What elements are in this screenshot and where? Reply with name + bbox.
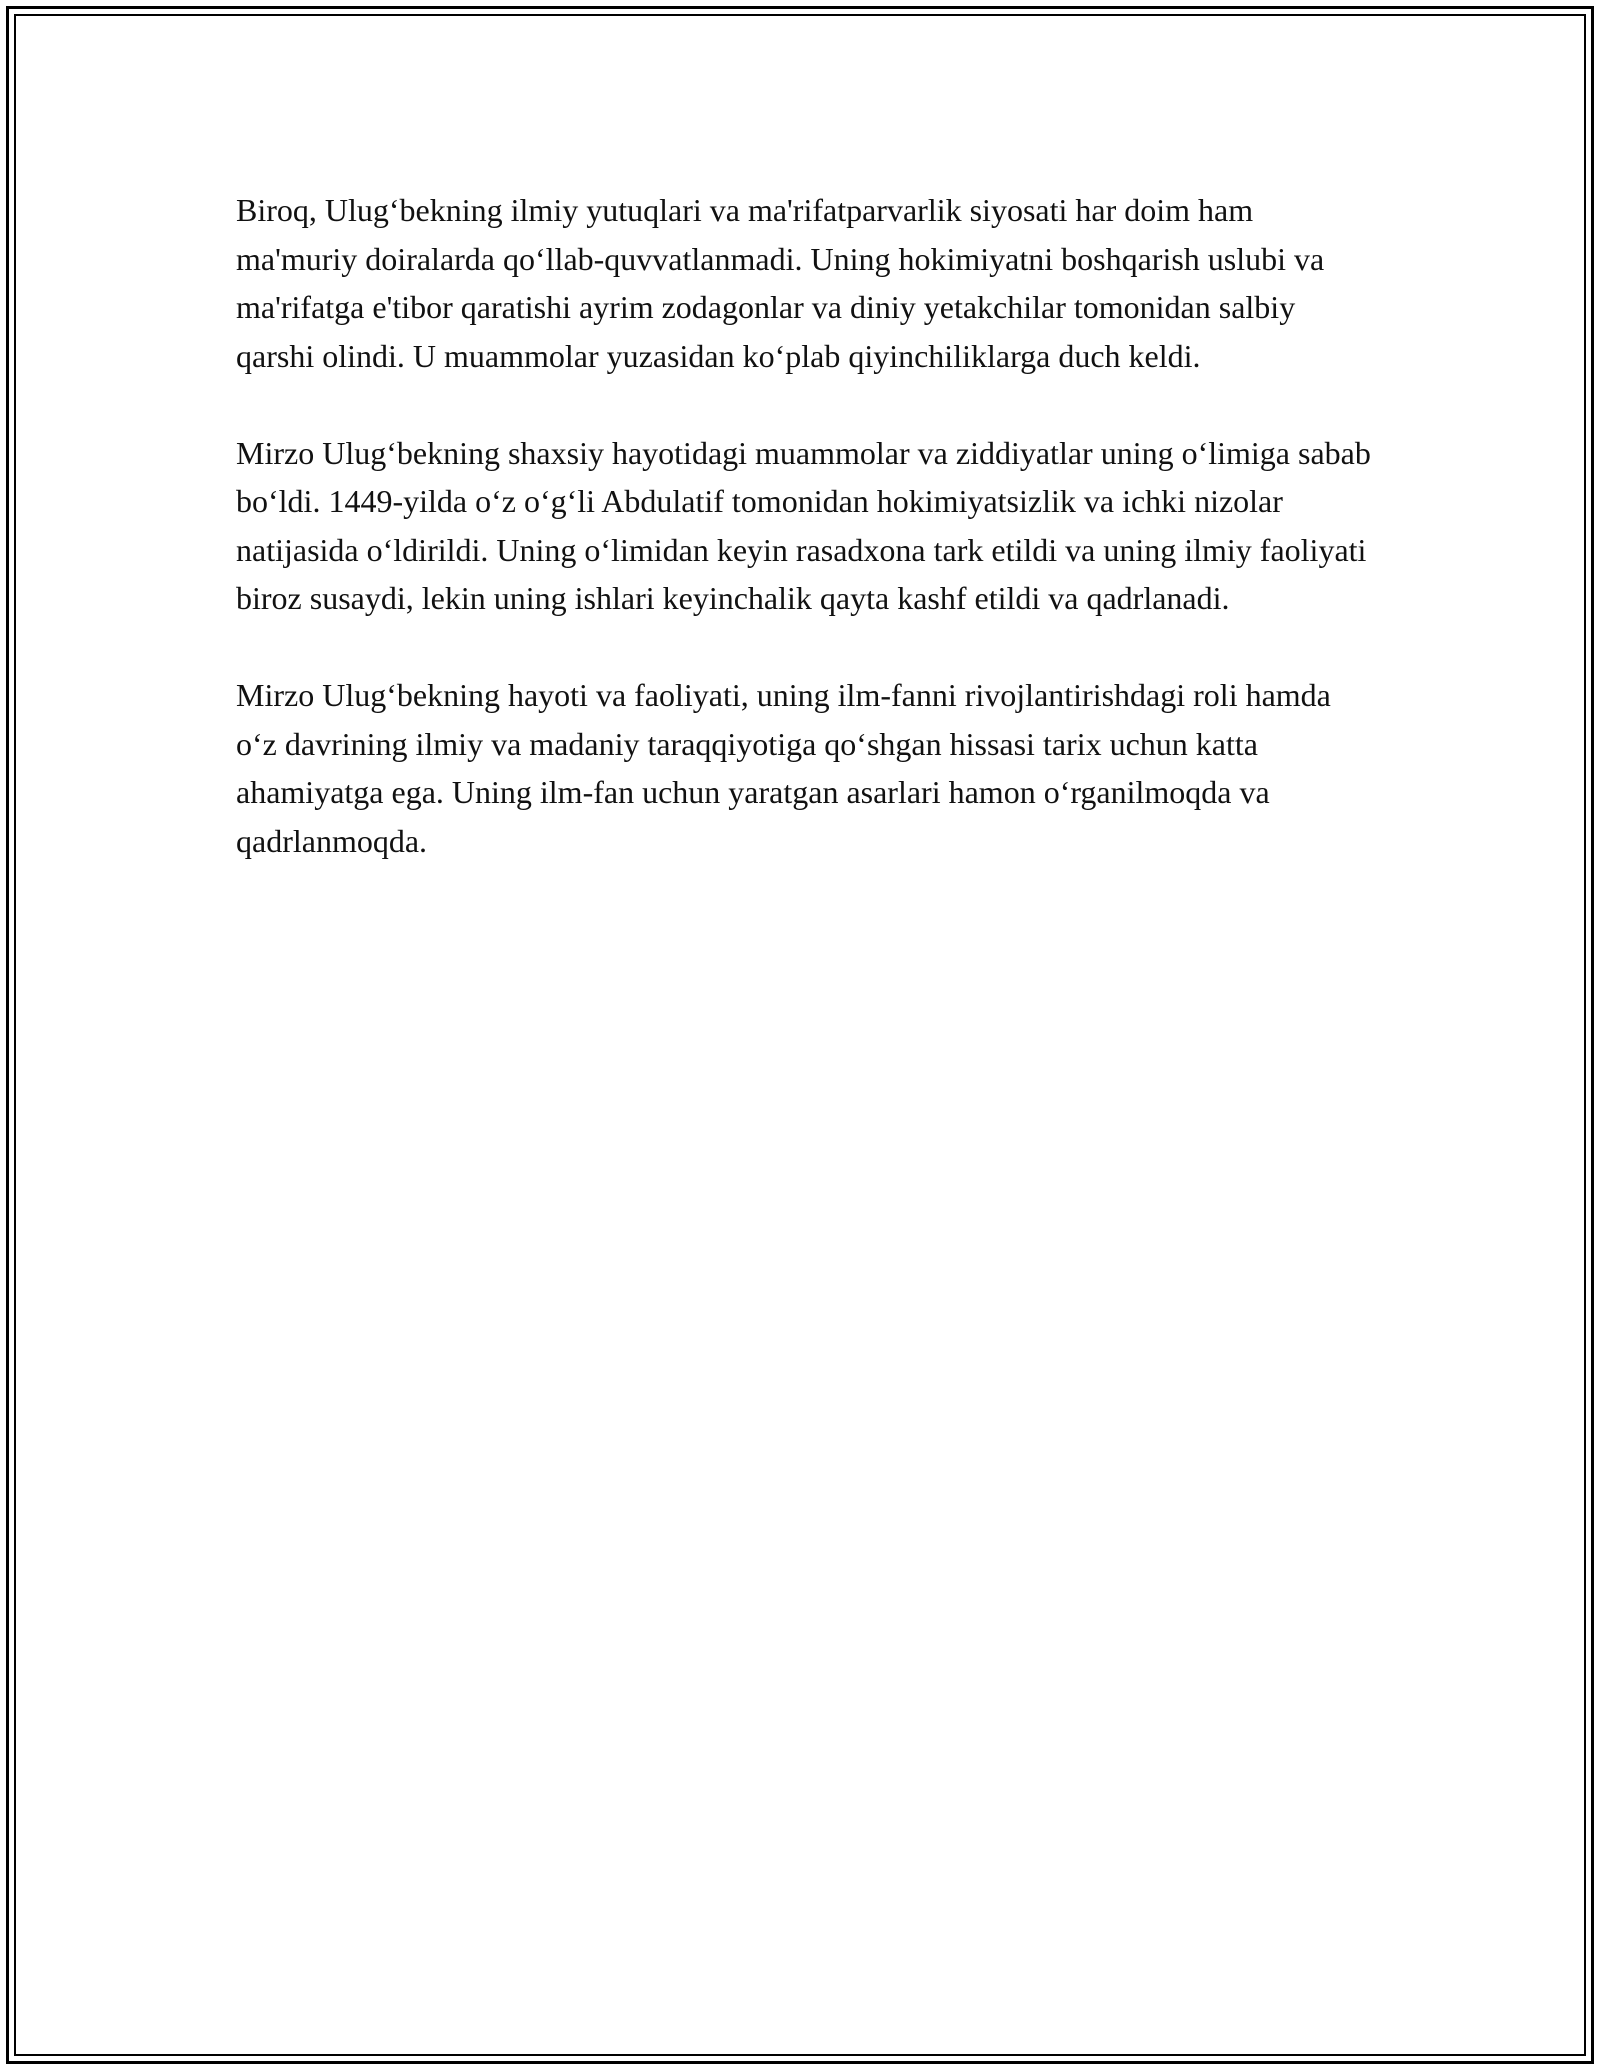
paragraph-1: Biroq, Ulugʻbekning ilmiy yutuqlari va ma'rifatparvarlik siyosati har doim ham ma'muriy doiralarda qoʻllab-quvvatlanmadi. Uning hokimiyatni boshqarish uslubi va ma'rifatga e'tibor qaratishi ayrim zodagonlar va diniy yetakchilar tomonidan salbiy qarshi olindi. U muammolar yuzasidan koʻplab qiyinchiliklarga duch keldi. xyxy=(236,192,1325,374)
paragraph-3: Mirzo Ulugʻbekning hayoti va faoliyati, uning ilm-fanni rivojlantirishdagi roli hamda oʻz davrining ilmiy va madaniy taraqqiyotiga qoʻshgan hissasi tarix uchun katta ahamiyatga ega. Uning ilm-fan uchun yaratgan asarlari hamon oʻrganilmoqda va qadrlanmoqda. xyxy=(236,677,1331,859)
document-body xyxy=(236,186,1376,914)
paragraph-2: Mirzo Ulugʻbekning shaxsiy hayotidagi muammolar va ziddiyatlar uning oʻlimiga sabab boʻldi. 1449-yilda oʻz oʻgʻli Abdulatif tomonidan hokimiyatsizlik va ichki nizolar natijasida oʻldirildi. Uning oʻlimidan keyin rasadxona tark etildi va uning ilmiy faoliyati biroz susaydi, lekin uning ishlari keyinchalik qayta kashf etildi va qadrlanadi. xyxy=(236,434,1371,616)
